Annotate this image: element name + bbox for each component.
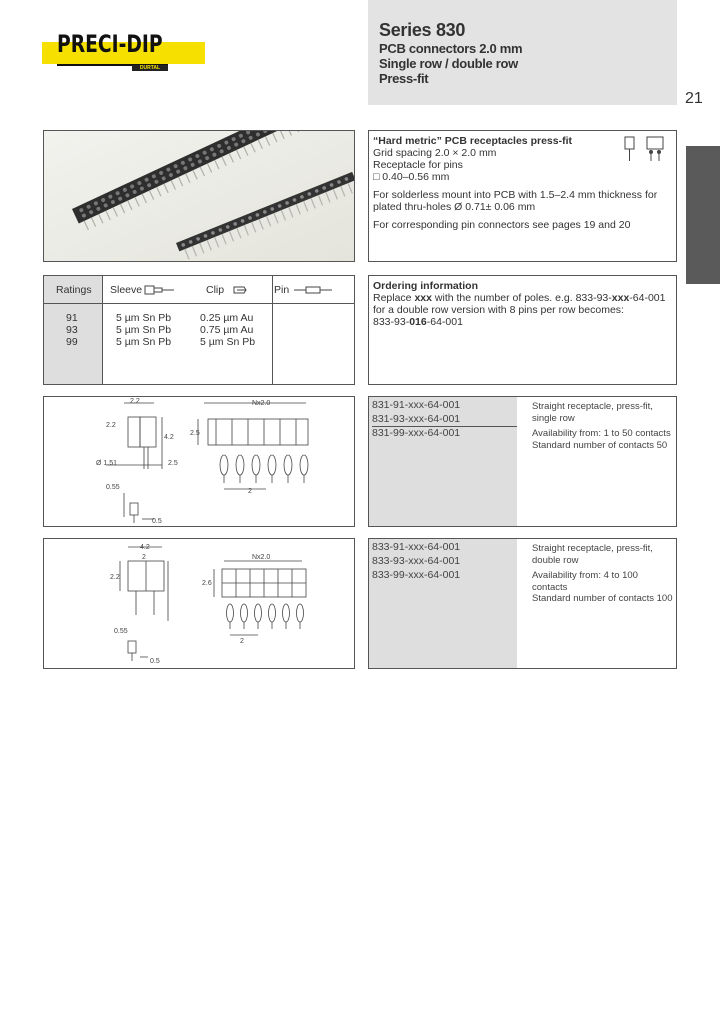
sleeve-plating: 5 µm Sn Pb	[116, 324, 172, 336]
part-number: 833-99-xxx-64-001	[372, 569, 461, 581]
double-row-technical-drawing	[43, 538, 355, 669]
description-line: Receptacle for pins	[373, 159, 463, 171]
description-line: plated thru-holes Ø 0.71± 0.06 mm	[373, 201, 536, 213]
dim-f: 0.55	[106, 484, 120, 491]
description-line: For corresponding pin connectors see pages 19 and 20	[373, 219, 631, 231]
description-line: □ 0.40–0.56 mm	[373, 171, 450, 183]
subtitle-line-3: Press-fit	[379, 71, 429, 86]
double-row-description: Straight receptacle, press-fit, double row Availability from: 4 to 100 contacts Standard number of contacts 100	[532, 543, 673, 604]
ordering-line-1: Replace xxx with the number of poles. e.g. 833-93-xxx-64-001	[373, 292, 666, 304]
ratings-header: Ratings	[56, 284, 92, 296]
rating-code: 91	[66, 312, 78, 324]
ordering-information	[368, 275, 677, 385]
subtitle-line-1: PCB connectors 2.0 mm	[379, 41, 523, 56]
description-title: “Hard metric” PCB receptacles press-fit	[373, 135, 572, 147]
clip-plating: 0.75 µm Au	[200, 324, 254, 336]
ordering-example: 833-93-016-64-001	[373, 316, 463, 328]
pin-header: Pin	[274, 284, 290, 296]
dim-c: 4.2	[164, 434, 174, 441]
series-header-box	[368, 0, 677, 105]
dim-n: Nx2.0	[252, 400, 271, 407]
ratings-table	[43, 275, 355, 385]
part-number: 831-93-xxx-64-001	[372, 413, 517, 427]
product-photo	[43, 130, 355, 262]
clip-plating: 5 µm Sn Pb	[200, 336, 256, 348]
sleeve-header: Sleeve	[110, 284, 143, 296]
rating-code: 93	[66, 324, 78, 336]
part-number: 831-91-xxx-64-001	[372, 399, 461, 411]
series-title: Series 830	[379, 20, 466, 40]
double-row-parts	[368, 538, 677, 669]
dim-a: 2.2	[130, 398, 140, 405]
sleeve-plating: 5 µm Sn Pb	[116, 336, 172, 348]
clip-header: Clip	[206, 284, 225, 296]
single-row-description: Straight receptacle, press-fit, single row Availability from: 1 to 50 contacts Standard number of contacts 50	[532, 401, 671, 451]
product-description	[368, 130, 677, 262]
single-row-parts	[368, 396, 677, 527]
dim-g: 0.5	[152, 518, 162, 525]
sleeve-icon	[144, 285, 176, 295]
dim-p: 2	[248, 488, 252, 495]
dim-d: 2.6	[202, 580, 212, 587]
logo-subtext: DURTAL	[132, 65, 168, 71]
dim-e: 0.55	[114, 628, 128, 635]
part-number: 833-91-xxx-64-001	[372, 541, 461, 553]
double-row-dimension-drawing	[44, 539, 355, 669]
dim-e: Ø 1.51	[96, 460, 118, 467]
clip-plating: 0.25 µm Au	[200, 312, 254, 324]
pin-icon	[294, 285, 334, 295]
description-line: For solderless mount into PCB with 1.5–2.4 mm thickness for	[373, 189, 658, 201]
dim-p: 2	[240, 638, 244, 645]
brand-logo: PRECI-DIP	[57, 30, 163, 58]
single-row-dimension-drawing	[44, 397, 355, 527]
single-row-technical-drawing	[43, 396, 355, 527]
dim-h: 2.5	[168, 460, 178, 467]
connector-type-icon	[619, 133, 669, 165]
clip-icon	[232, 285, 248, 295]
description-line: Grid spacing 2.0 × 2.0 mm	[373, 147, 497, 159]
ordering-line-2: for a double row version with 8 pins per row becomes:	[373, 304, 624, 316]
part-number: 833-93-xxx-64-001	[372, 555, 461, 567]
section-side-tab	[686, 146, 720, 284]
rating-code: 99	[66, 336, 78, 348]
dim-b: 2	[142, 554, 146, 561]
connector-photo-illustration	[44, 131, 355, 262]
dim-c: 2.2	[110, 574, 120, 581]
dim-b: 2.2	[106, 422, 116, 429]
subtitle-line-2: Single row / double row	[379, 56, 518, 71]
page-number: 21	[685, 90, 703, 107]
sleeve-plating: 5 µm Sn Pb	[116, 312, 172, 324]
dim-d: 2.5	[190, 430, 200, 437]
dim-f: 0.5	[150, 658, 160, 665]
dim-n: Nx2.0	[252, 554, 271, 561]
ordering-title: Ordering information	[373, 280, 478, 292]
dim-a: 4.2	[140, 544, 150, 551]
part-number: 831-99-xxx-64-001	[372, 427, 461, 439]
